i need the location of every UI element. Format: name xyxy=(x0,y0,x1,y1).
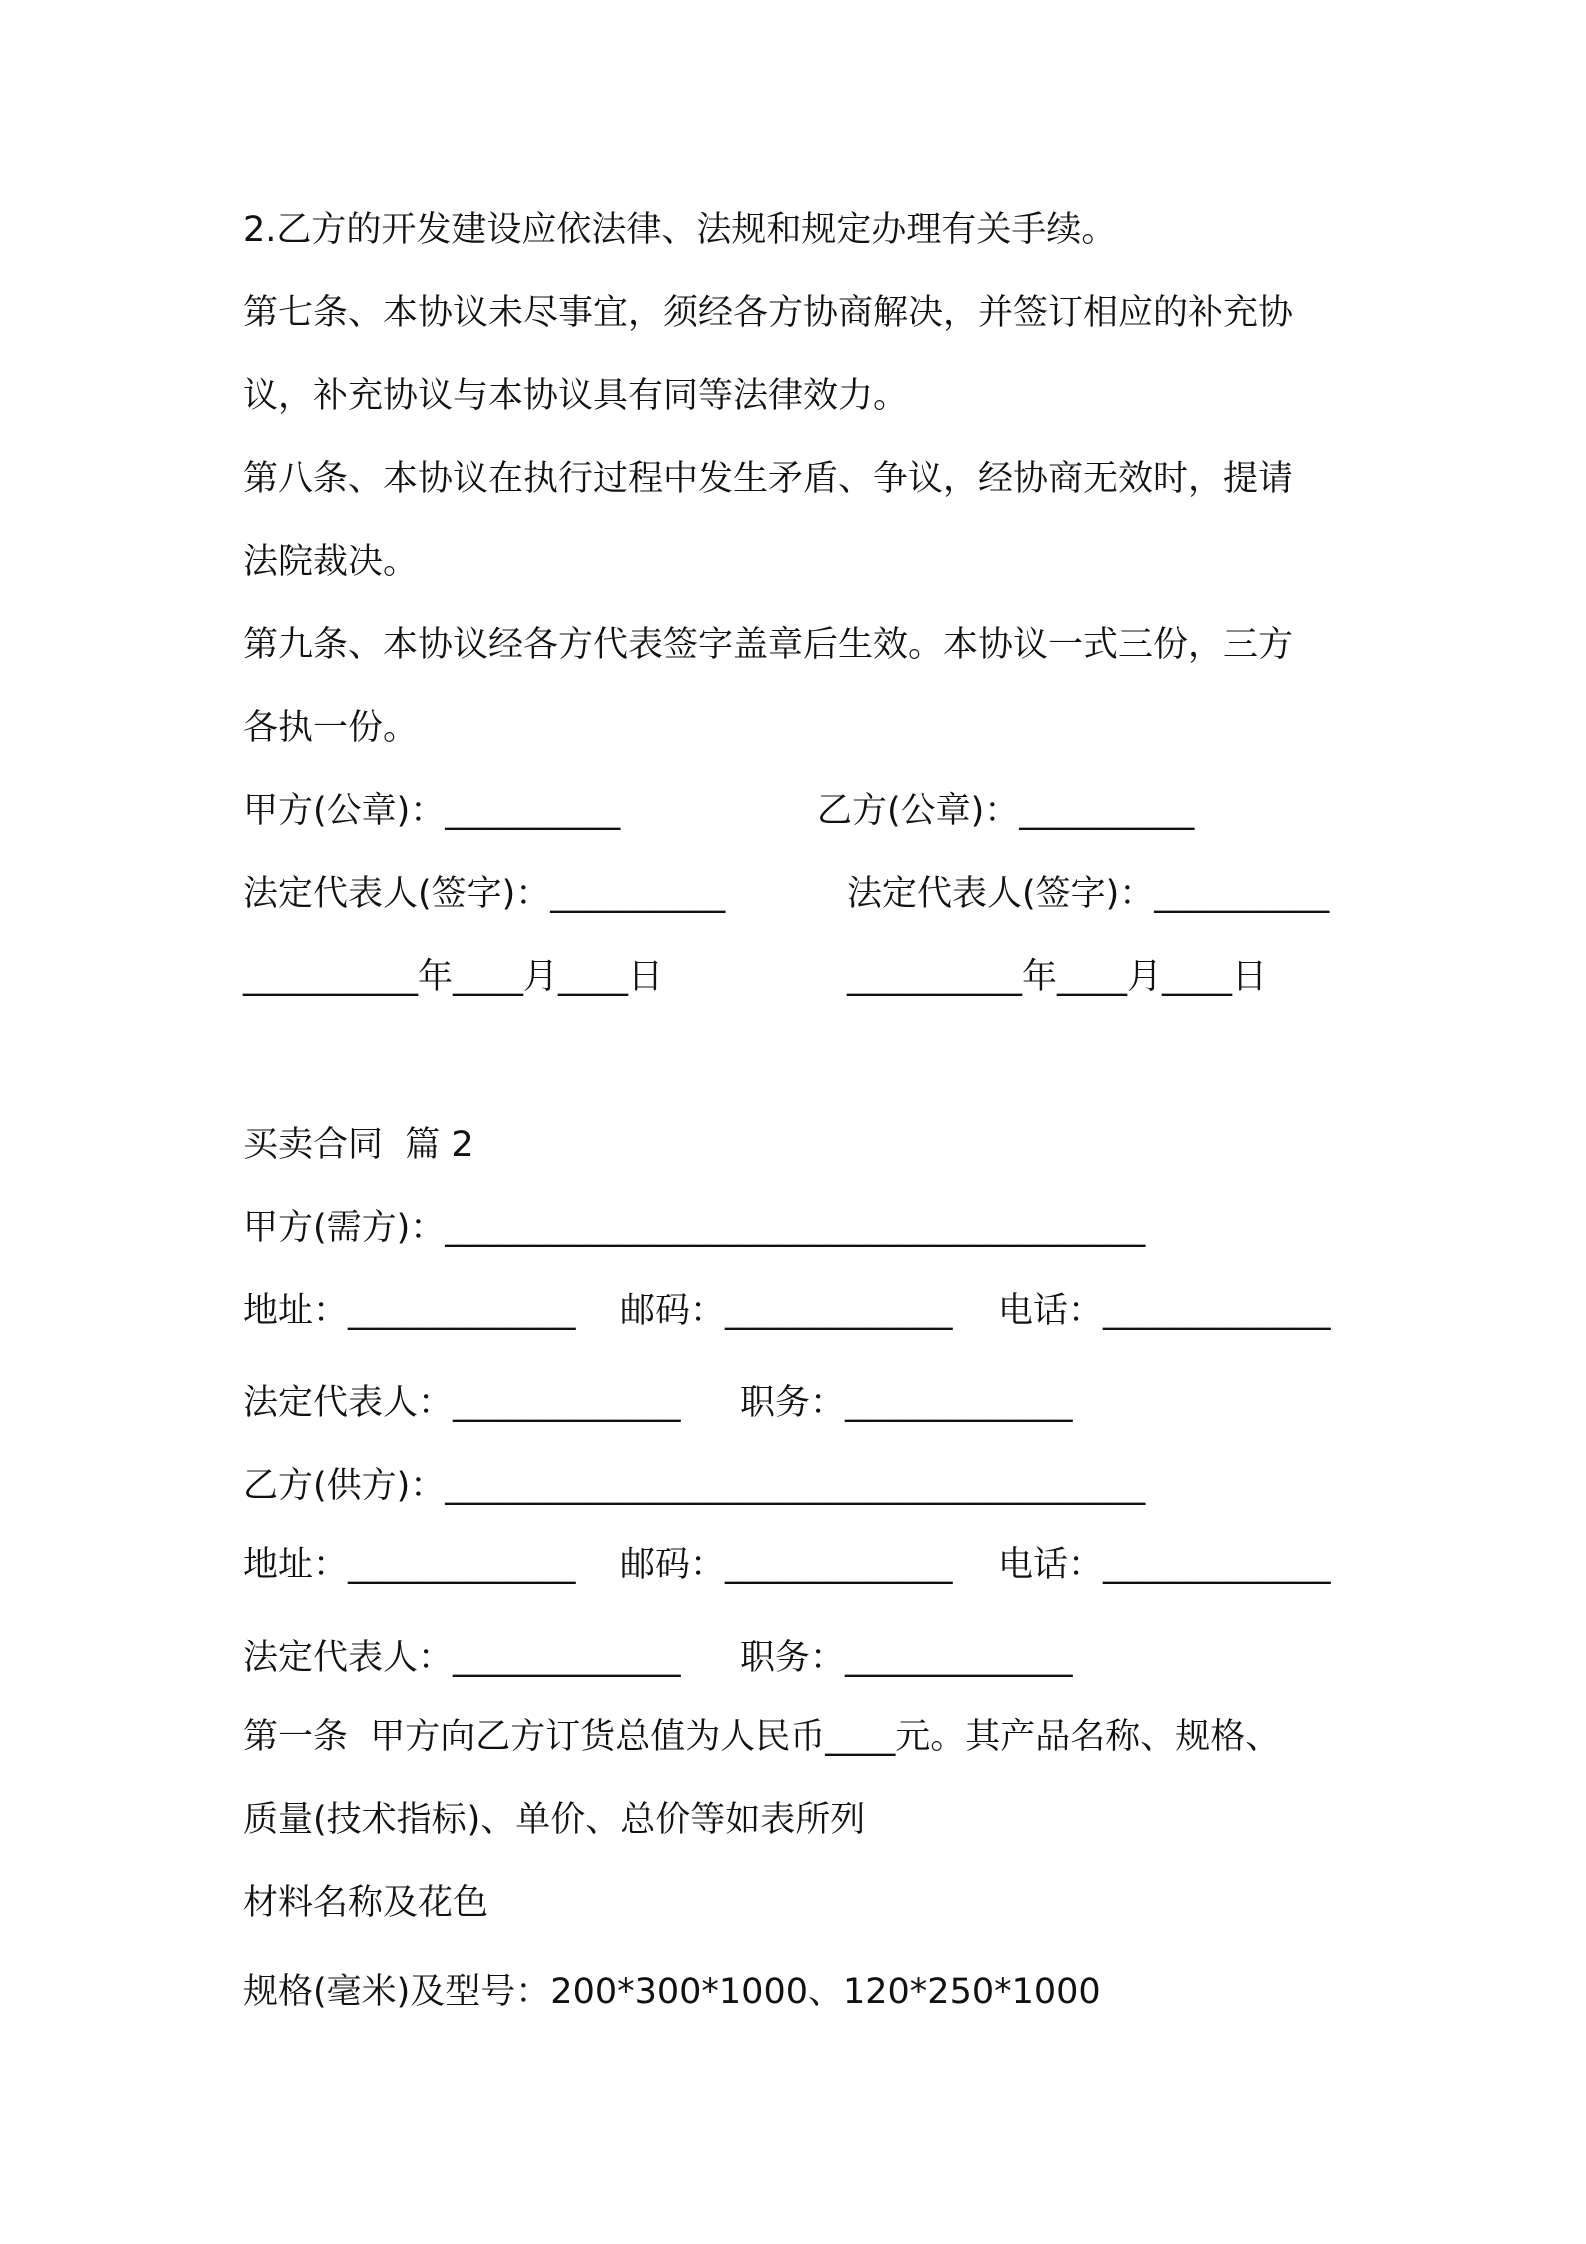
article-7-line-1: 第七条、本协议未尽事宜，须经各方协商解决，并签订相应的补充协 xyxy=(243,293,1294,333)
clause-2: 2.乙方的开发建设应依法律、法规和规定办理有关手续。 xyxy=(243,210,1117,250)
party-b-rep-signature: 法定代表人(签字)：__________ xyxy=(847,874,1330,914)
buyer-line: 甲方(需方)：________________________________________ xyxy=(243,1208,1146,1248)
material-name: 材料名称及花色 xyxy=(243,1883,489,1923)
seller-postcode: 邮码：_____________ xyxy=(620,1545,953,1585)
article-9-line-1: 第九条、本协议经各方代表签字盖章后生效。本协议一式三份，三方 xyxy=(243,625,1294,665)
article-1-line-1: 第一条 甲方向乙方订货总值为人民币____元。其产品名称、规格、 xyxy=(243,1717,1281,1757)
seller-legal-rep: 法定代表人：_____________ xyxy=(243,1638,681,1678)
article-8-line-1: 第八条、本协议在执行过程中发生矛盾、争议，经协商无效时，提请 xyxy=(243,459,1294,499)
article-8-line-2: 法院裁决。 xyxy=(243,542,419,582)
contract-2-title: 买卖合同 篇 2 xyxy=(243,1125,474,1165)
seller-address: 地址：_____________ xyxy=(243,1545,576,1585)
party-b-seal: 乙方(公章)：__________ xyxy=(817,791,1195,831)
seller-title: 职务：_____________ xyxy=(740,1638,1073,1678)
buyer-phone: 电话：_____________ xyxy=(998,1291,1331,1331)
buyer-address: 地址：_____________ xyxy=(243,1291,576,1331)
article-7-line-2: 议，补充协议与本协议具有同等法律效力。 xyxy=(243,376,909,416)
seller-phone: 电话：_____________ xyxy=(998,1545,1331,1585)
party-a-date: __________年____月____日 xyxy=(243,957,664,997)
party-a-seal: 甲方(公章)：__________ xyxy=(243,791,621,831)
article-9-line-2: 各执一份。 xyxy=(243,708,419,748)
spec-line: 规格(毫米)及型号：200*300*1000、120*250*1000 xyxy=(243,1972,1101,2012)
buyer-title: 职务：_____________ xyxy=(740,1383,1073,1423)
buyer-postcode: 邮码：_____________ xyxy=(620,1291,953,1331)
buyer-legal-rep: 法定代表人：_____________ xyxy=(243,1383,681,1423)
party-b-date: __________年____月____日 xyxy=(847,957,1268,997)
article-1-line-2: 质量(技术指标)、单价、总价等如表所列 xyxy=(243,1800,866,1840)
party-a-rep-signature: 法定代表人(签字)：__________ xyxy=(243,874,726,914)
seller-line: 乙方(供方)：________________________________________ xyxy=(243,1466,1146,1506)
